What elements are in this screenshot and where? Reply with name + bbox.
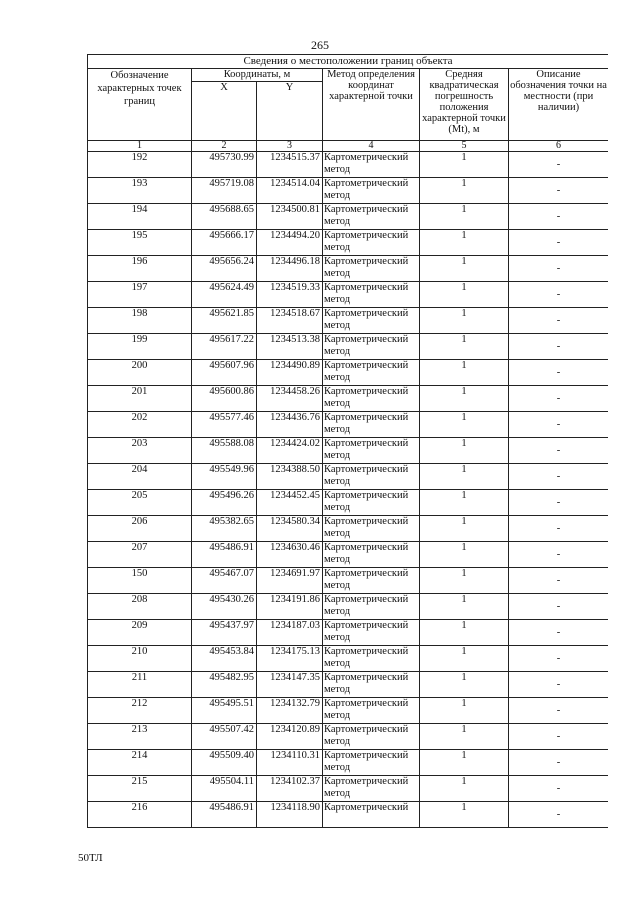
- header-method: Метод определения координат характерной точки: [323, 69, 420, 141]
- cell-error: 1: [420, 334, 509, 360]
- table-row: [88, 360, 609, 386]
- column-number: 6: [509, 141, 609, 152]
- cell-desc: -: [509, 672, 609, 698]
- table-row: [88, 542, 609, 568]
- table-row: [88, 334, 609, 360]
- table-row: [88, 750, 609, 776]
- cell-error: 1: [420, 750, 509, 776]
- cell-error: 1: [420, 490, 509, 516]
- cell-point: 196: [88, 256, 192, 282]
- cell-desc: -: [509, 750, 609, 776]
- table-row: [88, 412, 609, 438]
- cell-x: 495621.85: [192, 308, 257, 334]
- cell-error: 1: [420, 464, 509, 490]
- cell-desc: -: [509, 230, 609, 256]
- cell-method: Картометрический метод: [323, 490, 420, 516]
- cell-x: 495624.49: [192, 282, 257, 308]
- cell-point: 207: [88, 542, 192, 568]
- cell-error: 1: [420, 178, 509, 204]
- page-number: 265: [311, 38, 329, 52]
- cell-x: 495607.96: [192, 360, 257, 386]
- cell-y: 1234191.86: [257, 594, 323, 620]
- cell-method: Картометрический метод: [323, 542, 420, 568]
- table-row: [88, 230, 609, 256]
- cell-x: 495549.96: [192, 464, 257, 490]
- cell-desc: -: [509, 594, 609, 620]
- cell-x: 495688.65: [192, 204, 257, 230]
- cell-desc: -: [509, 724, 609, 750]
- cell-error: 1: [420, 646, 509, 672]
- table-row: [88, 620, 609, 646]
- header-description: Описание обозначения точки на местности (при наличии): [509, 69, 609, 141]
- cell-point: 198: [88, 308, 192, 334]
- cell-desc: -: [509, 542, 609, 568]
- cell-desc: -: [509, 438, 609, 464]
- cell-point: 212: [88, 698, 192, 724]
- cell-method: Картометрический метод: [323, 438, 420, 464]
- cell-error: 1: [420, 568, 509, 594]
- column-number: 5: [420, 141, 509, 152]
- cell-error: 1: [420, 204, 509, 230]
- cell-point: 211: [88, 672, 192, 698]
- cell-point: 213: [88, 724, 192, 750]
- cell-x: 495656.24: [192, 256, 257, 282]
- cell-method: Картометрический метод: [323, 178, 420, 204]
- table-row: [88, 256, 609, 282]
- cell-point: 203: [88, 438, 192, 464]
- cell-y: 1234120.89: [257, 724, 323, 750]
- cell-error: 1: [420, 308, 509, 334]
- cell-point: 215: [88, 776, 192, 802]
- cell-method: Картометрический метод: [323, 360, 420, 386]
- cell-point: 199: [88, 334, 192, 360]
- header-designation: Обозначение характерных точек границ: [88, 69, 192, 141]
- cell-y: 1234187.03: [257, 620, 323, 646]
- cell-error: 1: [420, 724, 509, 750]
- column-number: 2: [192, 141, 257, 152]
- boundary-coordinates-table: [87, 54, 608, 828]
- cell-x: 495507.42: [192, 724, 257, 750]
- cell-method: Картометрический: [323, 802, 420, 828]
- cell-y: 1234388.50: [257, 464, 323, 490]
- cell-error: 1: [420, 672, 509, 698]
- cell-method: Картометрический метод: [323, 230, 420, 256]
- cell-error: 1: [420, 802, 509, 828]
- cell-y: 1234132.79: [257, 698, 323, 724]
- cell-error: 1: [420, 620, 509, 646]
- cell-point: 192: [88, 152, 192, 178]
- cell-point: 204: [88, 464, 192, 490]
- cell-desc: -: [509, 308, 609, 334]
- cell-x: 495486.91: [192, 802, 257, 828]
- table-row: [88, 672, 609, 698]
- cell-x: 495617.22: [192, 334, 257, 360]
- table-row: [88, 646, 609, 672]
- cell-y: 1234424.02: [257, 438, 323, 464]
- cell-method: Картометрический метод: [323, 204, 420, 230]
- cell-x: 495504.11: [192, 776, 257, 802]
- cell-method: Картометрический метод: [323, 152, 420, 178]
- cell-point: 150: [88, 568, 192, 594]
- cell-y: 1234458.26: [257, 386, 323, 412]
- cell-x: 495666.17: [192, 230, 257, 256]
- cell-error: 1: [420, 256, 509, 282]
- cell-y: 1234110.31: [257, 750, 323, 776]
- cell-point: 206: [88, 516, 192, 542]
- column-number: 3: [257, 141, 323, 152]
- cell-x: 495600.86: [192, 386, 257, 412]
- cell-point: 208: [88, 594, 192, 620]
- table-row: [88, 490, 609, 516]
- cell-method: Картометрический метод: [323, 620, 420, 646]
- cell-x: 495577.46: [192, 412, 257, 438]
- table-row: [88, 802, 609, 828]
- cell-method: Картометрический метод: [323, 282, 420, 308]
- cell-desc: -: [509, 776, 609, 802]
- cell-desc: -: [509, 204, 609, 230]
- cell-error: 1: [420, 230, 509, 256]
- cell-method: Картометрический метод: [323, 256, 420, 282]
- cell-point: 214: [88, 750, 192, 776]
- cell-y: 1234580.34: [257, 516, 323, 542]
- cell-point: 209: [88, 620, 192, 646]
- cell-x: 495730.99: [192, 152, 257, 178]
- column-number: 4: [323, 141, 420, 152]
- cell-desc: -: [509, 568, 609, 594]
- cell-desc: -: [509, 620, 609, 646]
- boundary-table-container: [87, 54, 608, 847]
- cell-point: 195: [88, 230, 192, 256]
- cell-desc: -: [509, 412, 609, 438]
- table-row: [88, 178, 609, 204]
- cell-x: 495437.97: [192, 620, 257, 646]
- cell-error: 1: [420, 386, 509, 412]
- cell-x: 495496.26: [192, 490, 257, 516]
- cell-point: 216: [88, 802, 192, 828]
- header-x: X: [192, 82, 257, 141]
- cell-point: 193: [88, 178, 192, 204]
- table-row: [88, 438, 609, 464]
- table-row: [88, 776, 609, 802]
- cell-error: 1: [420, 594, 509, 620]
- cell-desc: -: [509, 178, 609, 204]
- table-row: [88, 282, 609, 308]
- cell-error: 1: [420, 516, 509, 542]
- cell-error: 1: [420, 282, 509, 308]
- cell-method: Картометрический метод: [323, 672, 420, 698]
- cell-y: 1234102.37: [257, 776, 323, 802]
- cell-desc: -: [509, 464, 609, 490]
- cell-y: 1234500.81: [257, 204, 323, 230]
- cell-desc: -: [509, 360, 609, 386]
- cell-method: Картометрический метод: [323, 698, 420, 724]
- cell-point: 201: [88, 386, 192, 412]
- cell-x: 495588.08: [192, 438, 257, 464]
- table-row: [88, 594, 609, 620]
- cell-point: 194: [88, 204, 192, 230]
- cell-method: Картометрический метод: [323, 776, 420, 802]
- cell-desc: -: [509, 152, 609, 178]
- table-row: [88, 698, 609, 724]
- cell-method: Картометрический метод: [323, 464, 420, 490]
- cell-method: Картометрический метод: [323, 386, 420, 412]
- cell-x: 495467.07: [192, 568, 257, 594]
- cell-desc: -: [509, 698, 609, 724]
- cell-y: 1234175.13: [257, 646, 323, 672]
- column-numbers-row: [88, 141, 609, 152]
- cell-point: 200: [88, 360, 192, 386]
- cell-point: 197: [88, 282, 192, 308]
- cell-method: Картометрический метод: [323, 308, 420, 334]
- cell-y: 1234147.35: [257, 672, 323, 698]
- cell-method: Картометрический метод: [323, 646, 420, 672]
- cell-y: 1234513.38: [257, 334, 323, 360]
- table-row: [88, 516, 609, 542]
- cell-method: Картометрический метод: [323, 412, 420, 438]
- cell-x: 495495.51: [192, 698, 257, 724]
- cell-x: 495430.26: [192, 594, 257, 620]
- cell-y: 1234452.45: [257, 490, 323, 516]
- header-y: Y: [257, 82, 323, 141]
- cell-desc: -: [509, 256, 609, 282]
- table-row: [88, 568, 609, 594]
- column-number: 1: [88, 141, 192, 152]
- cell-method: Картометрический метод: [323, 568, 420, 594]
- cell-y: 1234515.37: [257, 152, 323, 178]
- cell-x: 495482.95: [192, 672, 257, 698]
- cell-y: 1234630.46: [257, 542, 323, 568]
- cell-error: 1: [420, 542, 509, 568]
- cell-desc: -: [509, 334, 609, 360]
- header-error: Средняя квадратическая погрешность положения характерной точки (Mt), м: [420, 69, 509, 141]
- cell-point: 210: [88, 646, 192, 672]
- table-title: Сведения о местоположении границ объекта: [88, 55, 609, 69]
- cell-y: 1234691.97: [257, 568, 323, 594]
- cell-y: 1234490.89: [257, 360, 323, 386]
- header-coordinates: Координаты, м: [192, 69, 323, 82]
- table-row: [88, 152, 609, 178]
- cell-error: 1: [420, 412, 509, 438]
- cell-point: 202: [88, 412, 192, 438]
- cell-x: 495453.84: [192, 646, 257, 672]
- cell-method: Картометрический метод: [323, 516, 420, 542]
- table-row: [88, 308, 609, 334]
- cell-method: Картометрический метод: [323, 594, 420, 620]
- cell-method: Картометрический метод: [323, 334, 420, 360]
- cell-point: 205: [88, 490, 192, 516]
- footer-stamp: 50ТЛ: [78, 852, 103, 864]
- cell-desc: -: [509, 282, 609, 308]
- cell-y: 1234494.20: [257, 230, 323, 256]
- table-row: [88, 464, 609, 490]
- cell-desc: -: [509, 386, 609, 412]
- cell-y: 1234436.76: [257, 412, 323, 438]
- table-row: [88, 204, 609, 230]
- cell-y: 1234519.33: [257, 282, 323, 308]
- table-row: [88, 724, 609, 750]
- cell-desc: -: [509, 516, 609, 542]
- table-body: [88, 152, 609, 828]
- cell-desc: -: [509, 646, 609, 672]
- cell-error: 1: [420, 776, 509, 802]
- table-row: [88, 386, 609, 412]
- cell-method: Картометрический метод: [323, 750, 420, 776]
- cell-y: 1234518.67: [257, 308, 323, 334]
- cell-y: 1234496.18: [257, 256, 323, 282]
- cell-x: 495382.65: [192, 516, 257, 542]
- cell-error: 1: [420, 438, 509, 464]
- cell-method: Картометрический метод: [323, 724, 420, 750]
- cell-x: 495486.91: [192, 542, 257, 568]
- cell-desc: -: [509, 490, 609, 516]
- cell-y: 1234118.90: [257, 802, 323, 828]
- cell-error: 1: [420, 360, 509, 386]
- cell-error: 1: [420, 152, 509, 178]
- cell-x: 495719.08: [192, 178, 257, 204]
- cell-error: 1: [420, 698, 509, 724]
- cell-x: 495509.40: [192, 750, 257, 776]
- cell-desc: -: [509, 802, 609, 828]
- cell-y: 1234514.04: [257, 178, 323, 204]
